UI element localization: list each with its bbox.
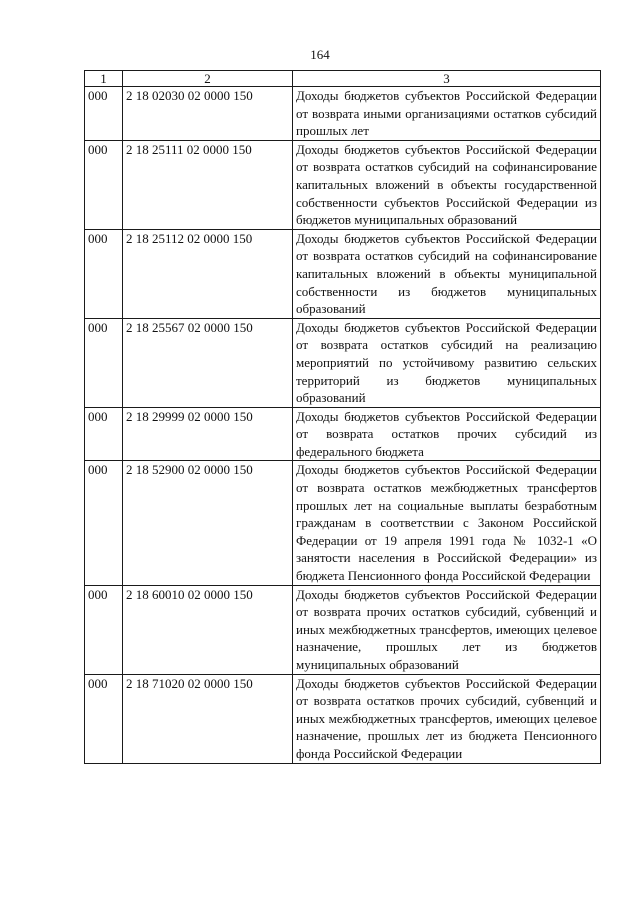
kbk-code-cell: 2 18 60010 02 0000 150	[123, 585, 293, 674]
table-row	[85, 674, 601, 763]
table-row	[85, 585, 601, 674]
kbk-code-cell: 2 18 71020 02 0000 150	[123, 674, 293, 763]
kbk-code-cell: 2 18 29999 02 0000 150	[123, 407, 293, 461]
kbk-code-cell: 2 18 52900 02 0000 150	[123, 461, 293, 585]
table-row	[85, 461, 601, 585]
admin-code-cell: 000	[85, 674, 123, 763]
kbk-code-cell: 2 18 25567 02 0000 150	[123, 318, 293, 407]
kbk-code-cell: 2 18 25111 02 0000 150	[123, 140, 293, 229]
admin-code-cell: 000	[85, 585, 123, 674]
header-col-2: 2	[123, 71, 293, 87]
admin-code-cell: 000	[85, 140, 123, 229]
header-col-3: 3	[293, 71, 601, 87]
admin-code-cell: 000	[85, 407, 123, 461]
table-row	[85, 407, 601, 461]
revenue-name-cell: Доходы бюджетов субъектов Российской Федерации от возврата остатков субсидий на софинансирование капитальных вложений в объекты государственной собственности субъектов Российской Федерации из бюджетов муниципальных образований	[293, 140, 601, 229]
revenue-codes-table	[84, 70, 601, 764]
kbk-code-cell: 2 18 02030 02 0000 150	[123, 87, 293, 141]
table-row	[85, 87, 601, 141]
admin-code-cell: 000	[85, 229, 123, 318]
admin-code-cell: 000	[85, 318, 123, 407]
table-row	[85, 229, 601, 318]
revenue-name-cell: Доходы бюджетов субъектов Российской Федерации от возврата прочих остатков субсидий, субвенций и иных межбюджетных трансфертов, имеющих целевое назначение, прошлых лет из бюджетов муниципальных образований	[293, 585, 601, 674]
admin-code-cell: 000	[85, 461, 123, 585]
revenue-name-cell: Доходы бюджетов субъектов Российской Федерации от возврата остатков межбюджетных трансфертов прошлых лет на социальные выплаты безработным гражданам в соответствии с Законом Российской Федерации от 19 апреля 1991 года № 1032-1 «О занятости населения в Российской Федерации» из бюджета Пенсионного фонда Российской Федерации	[293, 461, 601, 585]
table-header-row	[85, 71, 601, 87]
revenue-name-cell: Доходы бюджетов субъектов Российской Федерации от возврата остатков прочих субсидий, субвенций и иных межбюджетных трансфертов, имеющих целевое назначение, прошлых лет из бюджета Пенсионного фонда Российской Федерации	[293, 674, 601, 763]
page-number: 164	[310, 47, 330, 62]
table-row	[85, 318, 601, 407]
table-row	[85, 140, 601, 229]
kbk-code-cell: 2 18 25112 02 0000 150	[123, 229, 293, 318]
admin-code-cell: 000	[85, 87, 123, 141]
revenue-name-cell: Доходы бюджетов субъектов Российской Федерации от возврата остатков прочих субсидий из федерального бюджета	[293, 407, 601, 461]
header-col-1: 1	[85, 71, 123, 87]
revenue-name-cell: Доходы бюджетов субъектов Российской Федерации от возврата иными организациями остатков субсидий прошлых лет	[293, 87, 601, 141]
revenue-name-cell: Доходы бюджетов субъектов Российской Федерации от возврата остатков субсидий на софинансирование капитальных вложений в объекты муниципальной собственности из бюджетов муниципальных образований	[293, 229, 601, 318]
revenue-name-cell: Доходы бюджетов субъектов Российской Федерации от возврата остатков субсидий на реализацию мероприятий по устойчивому развитию сельских территорий из бюджетов муниципальных образований	[293, 318, 601, 407]
